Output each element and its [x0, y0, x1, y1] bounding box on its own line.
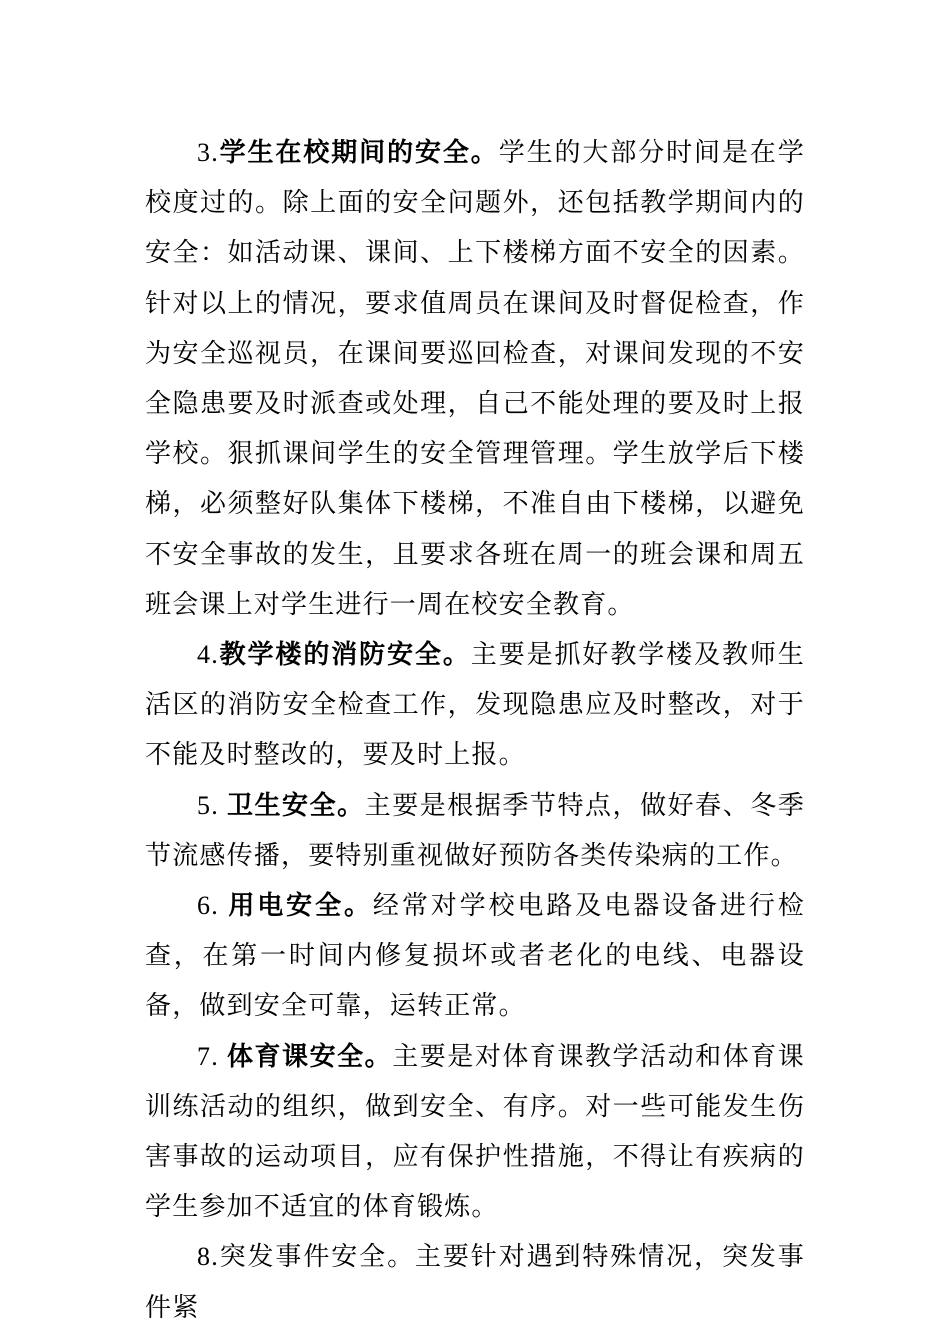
paragraph-number: 3. [197, 138, 219, 167]
paragraph-6 [145, 881, 805, 1032]
paragraph-7 [145, 1032, 805, 1233]
paragraph-number: 8. [197, 1242, 219, 1272]
paragraph-number: 5. [197, 790, 227, 820]
paragraph-text: 主要针对遇到特殊情况，突发事件紧 [145, 1242, 805, 1323]
paragraph-number: 7. [197, 1041, 227, 1071]
paragraph-text: 经常对学校电路及电器设备进行检查，在第一时间内修复损坏或者老化的电线、电器设备，做到安全可靠，运转正常。 [145, 891, 805, 1022]
paragraph-heading: 突发事件安全。 [218, 1242, 415, 1273]
paragraph-5 [145, 781, 805, 881]
document-body [145, 128, 805, 1333]
paragraph-4 [145, 630, 805, 781]
paragraph-text: 主要是抓好教学楼及教师生活区的消防安全检查工作，发现隐患应及时整改，对于不能及时整改的，要及时上报。 [145, 640, 805, 771]
paragraph-heading: 教学楼的消防安全。 [218, 640, 471, 671]
paragraph-heading: 卫生安全。 [226, 790, 365, 821]
paragraph-text: 学生的大部分时间是在学校度过的。除上面的安全问题外，还包括教学期间内的安全：如活动课、课间、上下楼梯方面不安全的因素。针对以上的情况，要求值周员在课间及时督促检查，作为安全巡视员，在课间要巡回检查，对课间发现的不安全隐患要及时派查或处理，自己不能处理的要及时上报学校。狠抓课间学生的安全管理管理。学生放学后下楼梯，必须整好队集体下楼梯，不准自由下楼梯，以避免不安全事故的发生，且要求各班在周一的班会课和周五班会课上对学生进行一周在校安全教育。 [145, 138, 805, 620]
paragraph-heading: 用电安全。 [228, 891, 373, 922]
paragraph-heading: 体育课安全。 [226, 1041, 393, 1072]
paragraph-heading: 学生在校期间的安全。 [218, 138, 499, 168]
paragraph-3 [145, 128, 805, 630]
paragraph-text: 主要是对体育课教学活动和体育课训练活动的组织，做到安全、有序。对一些可能发生伤害事故的运动项目，应有保护性措施，不得让有疾病的学生参加不适宜的体育锻炼。 [145, 1041, 805, 1223]
paragraph-number: 6. [197, 891, 229, 921]
paragraph-number: 4. [197, 640, 219, 670]
paragraph-text: 主要是根据季节特点，做好春、冬季节流感传播，要特别重视做好预防各类传染病的工作。 [145, 790, 805, 871]
paragraph-8 [145, 1232, 805, 1332]
